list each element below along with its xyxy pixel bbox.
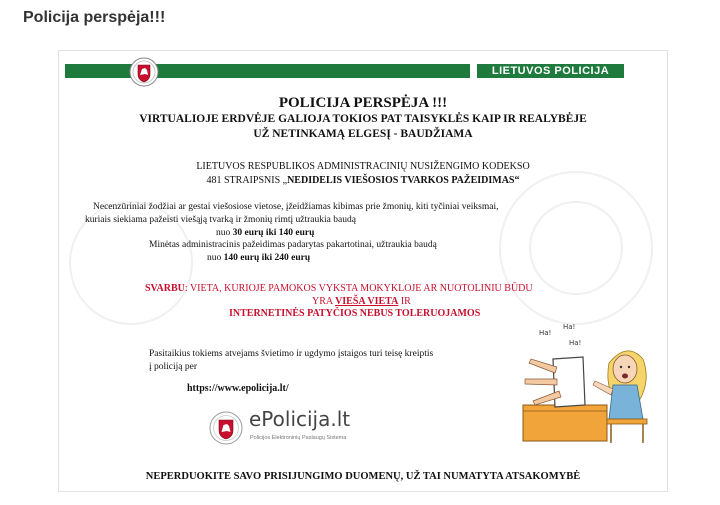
contact-line-2: į policiją per bbox=[149, 362, 198, 372]
post-title: Policija perspėja!!! bbox=[23, 9, 166, 26]
ha-bubble-2: Ha! bbox=[563, 323, 576, 331]
paragraph-2: Minėtas administracinis pažeidimas padarytas pakartotinai, užtraukia baudą bbox=[149, 240, 437, 250]
epolicija-url: https://www.epolicija.lt/ bbox=[187, 383, 289, 394]
important-label: SVARBU bbox=[145, 283, 185, 294]
code-line-2-prefix: 481 STRAIPSNIS „ bbox=[206, 175, 288, 186]
ha-bubble-1: Ha! bbox=[539, 329, 552, 337]
fine-1-prefix: nuo bbox=[216, 228, 233, 238]
paragraph-1-line-1: Necenzūriniai žodžiai ar gestai viešosiose vietose, įžeidžiamas kibimas prie žmonių, kiti tyčiniai veiksmai, bbox=[93, 202, 499, 212]
important-line-1 bbox=[145, 283, 533, 294]
epolicija-logo bbox=[209, 407, 399, 449]
poster-headline: POLICIJA PERSPĖJA !!! bbox=[278, 95, 448, 111]
fine-1 bbox=[216, 228, 314, 238]
important-line-2-post: IR bbox=[398, 296, 411, 307]
cyberbullying-illustration bbox=[519, 319, 659, 447]
brand-name: LIETUVOS POLICIJA bbox=[491, 65, 610, 77]
poster-subhead-1: VIRTUALIOJE ERDVĖJE GALIOJA TOKIOS PAT TAISYKLĖS KAIP IR REALYBĖJE bbox=[139, 113, 587, 125]
footer-warning: NEPERDUOKITE SAVO PRISIJUNGIMO DUOMENŲ, UŽ TAI NUMATYTA ATSAKOMYBĖ bbox=[145, 471, 581, 482]
important-line-2-pre: YRA bbox=[312, 296, 336, 307]
paragraph-1-line-2: kuriais siekiama pažeisti viešąją tvarką ir žmonių rimtį užtraukia baudą bbox=[85, 215, 356, 225]
code-line-2 bbox=[59, 175, 667, 186]
important-line-2 bbox=[312, 296, 411, 307]
important-line-1-text: : VIETA, KURIOJE PAMOKOS VYKSTA MOKYKLOJE AR NUOTOLINIU BŪDU bbox=[184, 283, 533, 294]
important-line-3: INTERNETINĖS PATYČIOS NEBUS TOLERUOJAMOS bbox=[229, 308, 481, 319]
ha-bubble-3: Ha! bbox=[569, 339, 582, 347]
epolicija-name: ePolicija.lt bbox=[249, 407, 351, 431]
fine-2-prefix: nuo bbox=[207, 253, 224, 263]
poster-subhead-2: UŽ NETINKAMĄ ELGESĮ - BAUDŽIAMA bbox=[253, 128, 473, 140]
fine-2-amount: 140 eurų iki 240 eurų bbox=[223, 253, 311, 263]
public-place-emphasis: VIEŠA VIETA bbox=[335, 296, 399, 307]
epolicija-tagline: Policijos Elektroninių Paslaugų Sistema bbox=[250, 435, 347, 441]
poster-image bbox=[58, 50, 668, 492]
code-line-1: LIETUVOS RESPUBLIKOS ADMINISTRACINIŲ NUSIŽENGIMO KODEKSO bbox=[196, 161, 530, 172]
police-crest-icon bbox=[129, 55, 159, 89]
fine-1-amount: 30 eurų iki 140 eurų bbox=[232, 228, 315, 238]
fine-2 bbox=[207, 253, 310, 263]
background-decoration bbox=[529, 201, 623, 295]
contact-line-1: Pasitaikius tokiems atvejams švietimo ir ugdymo įstaigos turi teisę kreiptis bbox=[149, 349, 434, 359]
header-band-left bbox=[65, 64, 470, 78]
code-line-2-article: NEDIDELIS VIEŠOSIOS TVARKOS PAŽEIDIMAS“ bbox=[287, 175, 520, 186]
epolicija-crest-icon bbox=[209, 411, 243, 445]
